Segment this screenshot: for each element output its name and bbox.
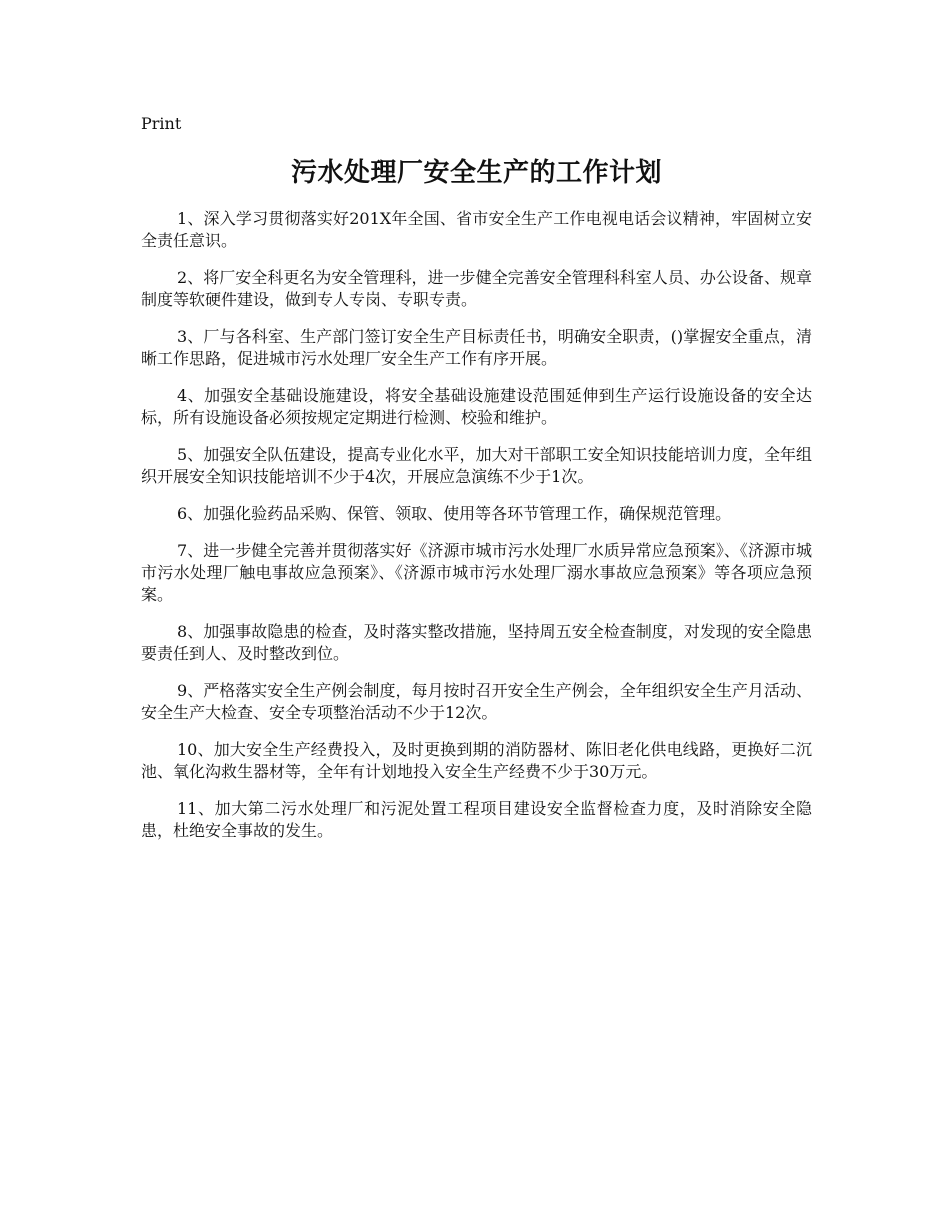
plan-item-4: 4、加强安全基础设施建设，将安全基础设施建设范围延伸到生产运行设施设备的安全达标，所有设施设备必须按规定定期进行检测、校验和维护。	[141, 386, 812, 427]
plan-item-10: 10、加大安全生产经费投入，及时更换到期的消防器材、陈旧老化供电线路，更换好二沉池、氧化沟救生器材等，全年有计划地投入安全生产经费不少于30万元。	[141, 740, 812, 781]
plan-item-list	[141, 208, 812, 842]
plan-item-1: 1、深入学习贯彻落实好201X年全国、省市安全生产工作电视电话会议精神，牢固树立安全责任意识。	[141, 209, 812, 250]
print-label: Print	[141, 114, 182, 133]
plan-item-8: 8、加强事故隐患的检查，及时落实整改措施，坚持周五安全检查制度，对发现的安全隐患要责任到人、及时整改到位。	[141, 622, 812, 663]
plan-item-9: 9、严格落实安全生产例会制度，每月按时召开安全生产例会，全年组织安全生产月活动、安全生产大检查、安全专项整治活动不少于12次。	[141, 681, 812, 722]
plan-item-6: 6、加强化验药品采购、保管、领取、使用等各环节管理工作，确保规范管理。	[177, 504, 732, 523]
plan-item-2: 2、将厂安全科更名为安全管理科，进一步健全完善安全管理科科室人员、办公设备、规章制度等软硬件建设，做到专人专岗、专职专责。	[141, 268, 812, 309]
plan-item-3: 3、厂与各科室、生产部门签订安全生产目标责任书，明确安全职责，()掌握安全重点，清晰工作思路，促进城市污水处理厂安全生产工作有序开展。	[141, 327, 812, 368]
plan-item-11: 11、加大第二污水处理厂和污泥处置工程项目建设安全监督检查力度，及时消除安全隐患，杜绝安全事故的发生。	[141, 799, 812, 840]
plan-item-5: 5、加强安全队伍建设，提高专业化水平，加大对干部职工安全知识技能培训力度，全年组织开展安全知识技能培训不少于4次，开展应急演练不少于1次。	[141, 445, 812, 486]
page-title: 污水处理厂安全生产的工作计划	[290, 158, 662, 188]
plan-item-7: 7、进一步健全完善并贯彻落实好《济源市城市污水处理厂水质异常应急预案》、《济源市城市污水处理厂触电事故应急预案》、《济源市城市污水处理厂溺水事故应急预案》等各项应急预案。	[141, 541, 812, 604]
